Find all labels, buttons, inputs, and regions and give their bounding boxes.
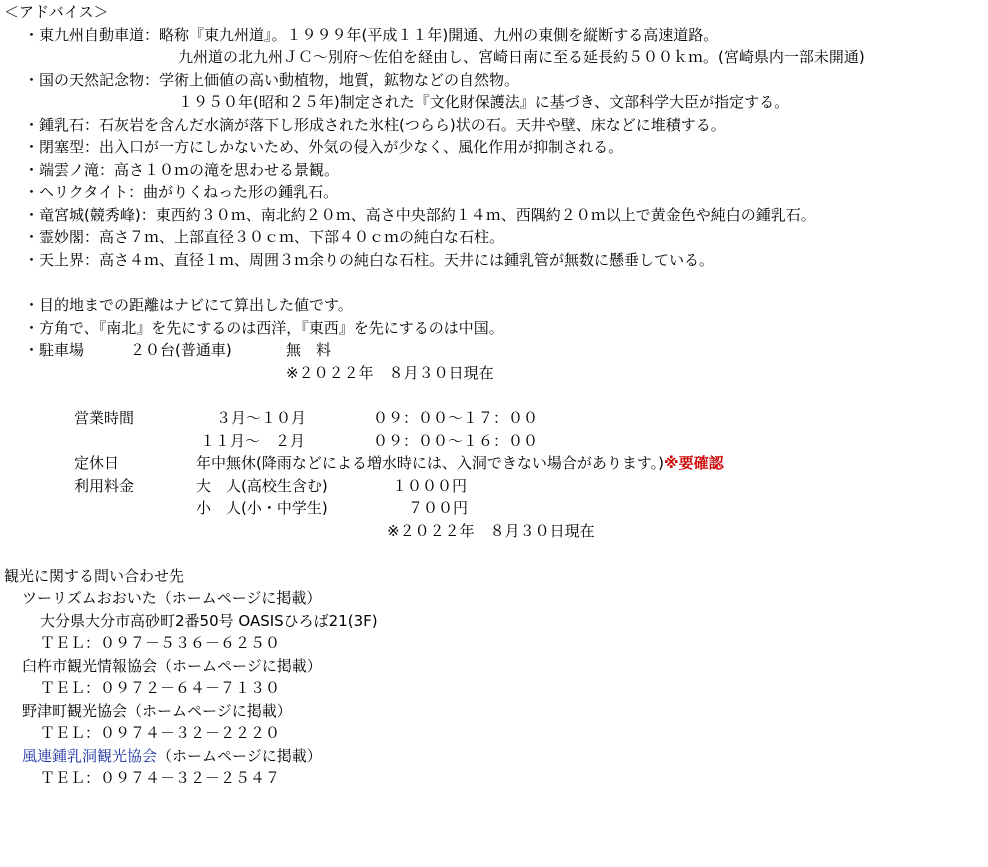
advice-item-monument [24,70,519,90]
fee-label: 利用料金 [74,477,135,495]
advice-heading: ＜アドバイス＞ [4,3,109,21]
advice-item-stalactite [24,115,726,135]
advice-text: 高さ４ｍ、直径１ｍ、周囲３ｍ余りの純白な石柱。天井には鍾乳管が無数に懸垂している。 [99,251,715,269]
contact-tourism-oita: ツーリズムおおいた（ホームページに掲載） [22,589,322,607]
advice-label: ・鍾乳石： [24,116,100,134]
contact-tourism-oita-address: 大分県大分市高砂町2番50号 OASISひろば21(3F) [40,612,378,630]
fee-adult-value: １０００円 [392,477,468,495]
advice-item-tenjoukai [24,250,714,270]
parking-fee: 無 料 [286,341,332,359]
advice-text: 学術上価値の高い動植物，地質，鉱物などの自然物。 [159,71,520,89]
furen-association-link[interactable]: 風連鍾乳洞観光協会 [22,747,158,765]
closed-note: ※要確認 [664,454,724,472]
advice-item-expressway [24,25,718,45]
advice-label: ・ヘリクタイト： [24,183,144,201]
fee-child-value: ７００円 [408,499,469,517]
advice-text: 石灰岩を含んだ水滴が落下し形成された氷柱(つらら)状の石。天井や壁、床などに堆積する。 [99,116,726,134]
advice-item-closed-type [24,137,623,157]
info-date: ※２０２２年 ８月３０日現在 [387,522,595,540]
advice-label: ・霊妙閣： [24,228,100,246]
hours-2-period: １１月～ ２月 [200,432,306,450]
contact-usuki: 臼杵市観光情報協会（ホームページに掲載） [22,657,322,675]
closed-text: 年中無休(降雨などによる増水時には、入洞できない場合があります。) [196,454,665,472]
contacts-heading: 観光に関する問い合わせ先 [4,567,185,585]
advice-item-reimyokaku [24,227,504,247]
advice-text: 出入口が一方にしかないため、外気の侵入が少なく、風化作用が抑制される。 [99,138,624,156]
parking-date: ※２０２２年 ８月３０日現在 [286,364,494,382]
advice-label: ・国の天然記念物： [24,71,160,89]
fee-adult-label: 大 人(高校生含む) [196,477,328,495]
furen-suffix: （ホームページに掲載） [157,747,322,765]
note-distance: ・目的地までの距離はナビにて算出した値です。 [24,296,353,314]
advice-item-expressway-cont: 九州道の北九州ＪＣ～別府～佐伯を経由し、宮崎日南に至る延長約５００ｋｍ。(宮崎県内一部未開通) [178,48,865,66]
advice-text: 東西約３０ｍ、南北約２０ｍ、高さ中央部約１４ｍ、西隅約２０ｍ以上で黄金色や純白の鍾乳石。 [155,206,816,224]
advice-label: ・閉塞型： [24,138,100,156]
contact-notsu-tel: ＴＥＬ：０９７４－３２－２２２０ [40,724,281,742]
advice-label: ・竜宮城(競秀峰)： [24,206,156,224]
advice-label: ・東九州自動車道： [24,26,160,44]
advice-label: ・天上界： [24,251,100,269]
hours-1-time: ０９：００～１７：００ [373,409,539,427]
advice-item-waterfall [24,160,339,180]
contact-notsu: 野津町観光協会（ホームページに掲載） [22,702,292,720]
advice-text: 略称『東九州道』。１９９９年(平成１１年)開通、九州の東側を縦断する高速道路。 [159,26,719,44]
advice-label: ・端雲ノ滝： [24,161,115,179]
contact-furen-tel: ＴＥＬ：０９７４－３２－２５４７ [40,769,281,787]
closed-label: 定休日 [74,454,120,472]
contact-usuki-tel: ＴＥＬ：０９７２－６４－７１３０ [40,679,281,697]
advice-item-monument-cont: １９５０年(昭和２５年)制定された『文化財保護法』に基づき、文部科学大臣が指定する。 [178,93,790,111]
parking-count: ２０台(普通車) [130,341,232,359]
advice-text: 高さ７ｍ、上部直径３０ｃｍ、下部４０ｃｍの純白な石柱。 [99,228,505,246]
fee-child-label: 小 人(小・中学生) [196,499,328,517]
closed-info [196,453,724,473]
contact-furen [22,746,322,766]
note-direction: ・方角で、『南北』を先にするのは西洋，『東西』を先にするのは中国。 [24,319,504,337]
parking-label: ・駐車場 [24,341,85,359]
advice-item-ryuguujo [24,205,816,225]
advice-item-helictite [24,182,338,202]
advice-text: 曲がりくねった形の鍾乳石。 [143,183,339,201]
advice-text: 高さ１０ｍの滝を思わせる景観。 [114,161,340,179]
hours-2-time: ０９：００～１６：００ [373,432,539,450]
hours-1-period: ３月～１０月 [216,409,307,427]
hours-label: 営業時間 [74,409,135,427]
contact-tourism-oita-tel: ＴＥＬ：０９７－５３６－６２５０ [40,634,281,652]
